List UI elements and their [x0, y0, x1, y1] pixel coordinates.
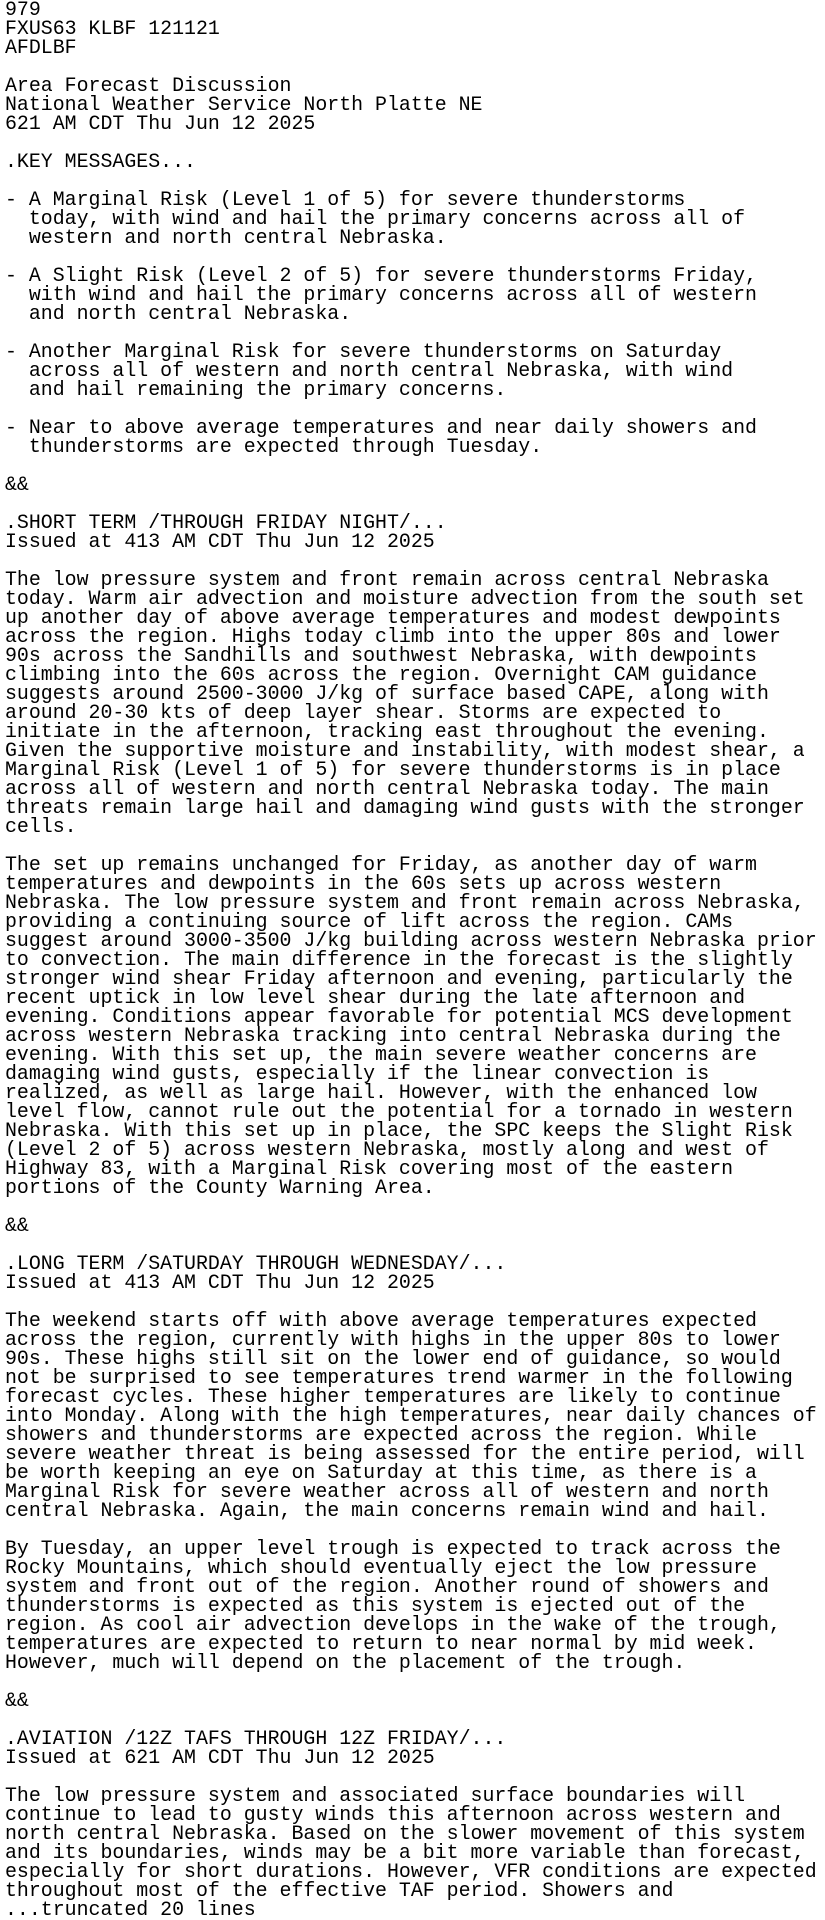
document-line: .SHORT TERM /THROUGH FRIDAY NIGHT/... [5, 511, 447, 534]
document-line: Issued at 413 AM CDT Thu Jun 12 2025 [5, 1271, 435, 1294]
document-line: across western Nebraska tracking into central Nebraska during the [5, 1024, 781, 1047]
document-line: (Level 2 of 5) across western Nebraska, mostly along and west of [5, 1138, 769, 1161]
document-line: 90s. These highs still sit on the lower end of guidance, so would [5, 1347, 781, 1370]
document-line: with wind and hail the primary concerns across all of western [5, 283, 757, 306]
document-line: However, much will depend on the placement of the trough. [5, 1651, 686, 1674]
document-line: throughout most of the effective TAF period. Showers and [5, 1879, 674, 1902]
document-line: Highway 83, with a Marginal Risk covering most of the eastern [5, 1157, 734, 1180]
document-line: && [5, 1214, 29, 1237]
document-line: portions of the County Warning Area. [5, 1176, 435, 1199]
document-line: Marginal Risk for severe weather across all of western and north [5, 1480, 769, 1503]
document-line: - Near to above average temperatures and near daily showers and [5, 416, 757, 439]
document-line: .AVIATION /12Z TAFS THROUGH 12Z FRIDAY/... [5, 1727, 507, 1750]
document-line: into Monday. Along with the high temperatures, near daily chances of [5, 1404, 817, 1427]
document-line: suggest around 3000-3500 J/kg building across western Nebraska prior [5, 929, 817, 952]
document-line: central Nebraska. Again, the main concerns remain wind and hail. [5, 1499, 769, 1522]
document-line: temperatures and dewpoints in the 60s sets up across western [5, 872, 722, 895]
document-line: forecast cycles. These higher temperatures are likely to continue [5, 1385, 781, 1408]
document-line: providing a continuing source of lift across the region. CAMs [5, 910, 734, 933]
document-line: climbing into the 60s across the region. Overnight CAM guidance [5, 663, 757, 686]
document-line: today. Warm air advection and moisture advection from the south set [5, 587, 805, 610]
document-line: The set up remains unchanged for Friday, as another day of warm [5, 853, 757, 876]
document-line: continue to lead to gusty winds this afternoon across western and [5, 1803, 781, 1826]
document-line: realized, as well as large hail. However, with the enhanced low [5, 1081, 757, 1104]
document-line: and its boundaries, winds may be a bit more variable than forecast, [5, 1841, 805, 1864]
document-line: 979 [5, 0, 41, 21]
document-line: Area Forecast Discussion [5, 74, 292, 97]
document-line: .KEY MESSAGES... [5, 150, 196, 173]
document-line: AFDLBF [5, 36, 77, 59]
document-line: showers and thunderstorms are expected across the region. While [5, 1423, 757, 1446]
document-line: level flow, cannot rule out the potential for a tornado in western [5, 1100, 793, 1123]
document-line: ...truncated 20 lines [5, 1898, 256, 1919]
document-line: - A Marginal Risk (Level 1 of 5) for severe thunderstorms [5, 188, 686, 211]
document-line: Nebraska. With this set up in place, the SPC keeps the Slight Risk [5, 1119, 793, 1142]
document-line: region. As cool air advection develops in the wake of the trough, [5, 1613, 781, 1636]
document-line: The low pressure system and front remain across central Nebraska [5, 568, 769, 591]
document-line: && [5, 473, 29, 496]
document-line: thunderstorms is expected as this system is ejected out of the [5, 1594, 746, 1617]
document-line: across all of western and north central Nebraska, with wind [5, 359, 734, 382]
document-line: across all of western and north central Nebraska today. The main [5, 777, 769, 800]
document-line: evening. With this set up, the main severe weather concerns are [5, 1043, 757, 1066]
document-line: thunderstorms are expected through Tuesday. [5, 435, 543, 458]
document-line: Issued at 413 AM CDT Thu Jun 12 2025 [5, 530, 435, 553]
document-line: western and north central Nebraska. [5, 226, 447, 249]
document-line: - Another Marginal Risk for severe thunderstorms on Saturday [5, 340, 722, 363]
document-line: around 20-30 kts of deep layer shear. Storms are expected to [5, 701, 722, 724]
document-line: recent uptick in low level shear during the late afternoon and [5, 986, 746, 1009]
document-line: By Tuesday, an upper level trough is expected to track across the [5, 1537, 781, 1560]
document-line: and hail remaining the primary concerns. [5, 378, 507, 401]
document-line: 621 AM CDT Thu Jun 12 2025 [5, 112, 316, 135]
document-line: Marginal Risk (Level 1 of 5) for severe thunderstorms is in place [5, 758, 781, 781]
document-line: Given the supportive moisture and instability, with modest shear, a [5, 739, 805, 762]
document-line: to convection. The main difference in the forecast is the slightly [5, 948, 793, 971]
document-line: Issued at 621 AM CDT Thu Jun 12 2025 [5, 1746, 435, 1769]
document-line: .LONG TERM /SATURDAY THROUGH WEDNESDAY/... [5, 1252, 507, 1275]
document-line: especially for short durations. However, VFR conditions are expected [5, 1860, 817, 1883]
document-line: be worth keeping an eye on Saturday at this time, as there is a [5, 1461, 757, 1484]
document-line: suggests around 2500-3000 J/kg of surface based CAPE, along with [5, 682, 769, 705]
document-line: damaging wind gusts, especially if the linear convection is [5, 1062, 710, 1085]
document-line: stronger wind shear Friday afternoon and evening, particularly the [5, 967, 793, 990]
document-line: temperatures are expected to return to near normal by mid week. [5, 1632, 757, 1655]
document-line: system and front out of the region. Another round of showers and [5, 1575, 769, 1598]
document-line: The weekend starts off with above average temperatures expected [5, 1309, 757, 1332]
document-line: cells. [5, 815, 77, 838]
document-line: evening. Conditions appear favorable for potential MCS development [5, 1005, 793, 1028]
document-line: FXUS63 KLBF 121121 [5, 17, 220, 40]
document-line: - A Slight Risk (Level 2 of 5) for severe thunderstorms Friday, [5, 264, 757, 287]
document-line: && [5, 1689, 29, 1712]
document-line: threats remain large hail and damaging wind gusts with the stronger [5, 796, 805, 819]
document-line: Rocky Mountains, which should eventually eject the low pressure [5, 1556, 757, 1579]
document-line: initiate in the afternoon, tracking east throughout the evening. [5, 720, 769, 743]
document-line: today, with wind and hail the primary concerns across all of [5, 207, 746, 230]
document-line: 90s across the Sandhills and southwest Nebraska, with dewpoints [5, 644, 757, 667]
document-line: The low pressure system and associated surface boundaries will [5, 1784, 746, 1807]
document-line: and north central Nebraska. [5, 302, 352, 325]
document-line: north central Nebraska. Based on the slower movement of this system [5, 1822, 805, 1845]
document-line: severe weather threat is being assessed for the entire period, will [5, 1442, 805, 1465]
document-line: not be surprised to see temperatures trend warmer in the following [5, 1366, 793, 1389]
document-line: up another day of above average temperatures and modest dewpoints [5, 606, 781, 629]
document-line: Nebraska. The low pressure system and front remain across Nebraska, [5, 891, 805, 914]
document-line: across the region. Highs today climb into the upper 80s and lower [5, 625, 781, 648]
document-line: across the region, currently with highs in the upper 80s to lower [5, 1328, 781, 1351]
document-line: National Weather Service North Platte NE [5, 93, 483, 116]
